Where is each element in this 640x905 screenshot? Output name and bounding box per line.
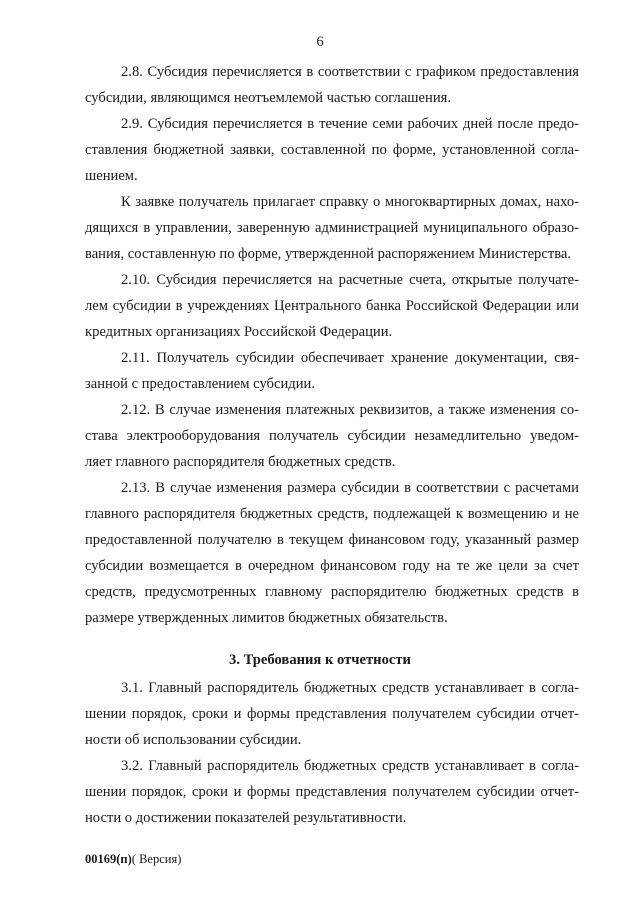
document-footer xyxy=(85,852,181,867)
paragraph-2-13-line-6: размере утвержденных лимитов бюджетных обязательств. xyxy=(85,610,448,626)
paragraph-2-13-line-2: главного распорядителя бюджетных средств, подлежащей к возмещению и не xyxy=(85,506,579,522)
paragraph-2-13-line-1: 2.13. В случае изменения размера субсидии в соответствии с расчетами xyxy=(121,480,579,496)
paragraph-3-1-line-2: шении порядок, сроки и формы представления получателем субсидии отчет- xyxy=(85,706,579,722)
document-code: 00169(п) xyxy=(85,852,132,866)
paragraph-2-10-line-2: лем субсидии в учреждениях Центрального банка Российской Федерации или xyxy=(85,298,579,314)
paragraph-2-8-line-1: 2.8. Субсидия перечисляется в соответствии с графиком предоставления xyxy=(121,64,579,80)
paragraph-zayavka-line-3: вания, составленную по форме, утвержденной распоряжением Министерства. xyxy=(85,246,572,262)
paragraph-3-1-line-1: 3.1. Главный распорядитель бюджетных средств устанавливает в согла- xyxy=(121,680,579,696)
paragraph-zayavka-line-1: К заявке получатель прилагает справку о многоквартирных домах, нахо- xyxy=(121,194,579,210)
paragraph-2-13-line-3: предоставленной получателю в текущем финансовом году, указанный размер xyxy=(85,532,579,548)
paragraph-2-12-line-3: ляет главного распорядителя бюджетных средств. xyxy=(85,454,396,470)
paragraph-2-12-line-2: става электрооборудования получатель субсидии незамедлительно уведом- xyxy=(85,428,579,444)
paragraph-zayavka-line-2: дящихся в управлении, заверенную администрацией муниципального образо- xyxy=(85,220,579,236)
document-version: ( Версия) xyxy=(131,852,182,866)
paragraph-2-13-line-4: субсидии возмещается в очередном финансовом году на те же цели за счет xyxy=(85,558,579,574)
paragraph-3-1-line-3: ности об использовании субсидии. xyxy=(85,732,302,748)
paragraph-2-9-line-1: 2.9. Субсидия перечисляется в течение семи рабочих дней после предо- xyxy=(121,116,579,132)
paragraph-2-12-line-1: 2.12. В случае изменения платежных реквизитов, а также изменения со- xyxy=(121,402,579,418)
paragraph-2-11-line-1: 2.11. Получатель субсидии обеспечивает хранение документации, свя- xyxy=(121,350,579,366)
paragraph-3-2-line-1: 3.2. Главный распорядитель бюджетных средств устанавливает в согла- xyxy=(121,758,579,774)
paragraph-2-9-line-2: ставления бюджетной заявки, составленной по форме, установленной согла- xyxy=(85,142,579,158)
paragraph-2-11-line-2: занной с предоставлением субсидии. xyxy=(85,376,315,392)
paragraph-2-10-line-3: кредитных организациях Российской Федерации. xyxy=(85,324,393,340)
paragraph-2-8-line-2: субсидии, являющимся неотъемлемой частью соглашения. xyxy=(85,90,452,106)
paragraph-2-13-line-5: средств, предусмотренных главному распорядителю бюджетных средств в xyxy=(85,584,579,600)
paragraph-2-10-line-1: 2.10. Субсидия перечисляется на расчетные счета, открытые получате- xyxy=(121,272,579,288)
paragraph-2-9-line-3: шением. xyxy=(85,168,138,184)
section-3-heading: 3. Требования к отчетности xyxy=(229,652,411,668)
paragraph-3-2-line-2: шении порядок, сроки и формы представления получателем субсидии отчет- xyxy=(85,784,579,800)
page-number: 6 xyxy=(316,34,324,50)
paragraph-3-2-line-3: ности о достижении показателей результативности. xyxy=(85,810,407,826)
